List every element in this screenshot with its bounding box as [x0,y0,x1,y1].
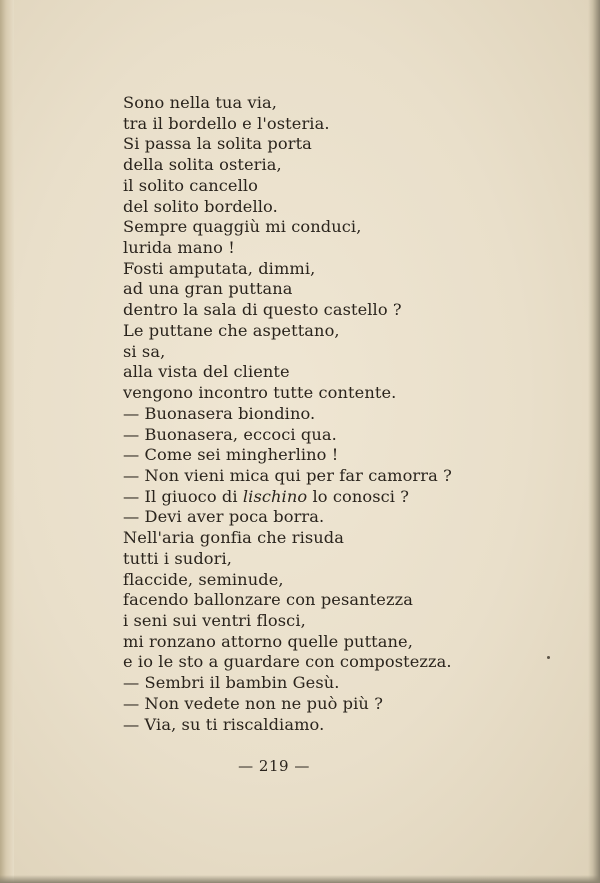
dialogue-line: — Non vieni mica qui per far camorra ? [123,465,452,485]
italic-word: lischino [242,486,308,506]
poem-line: tutti i sudori, [123,548,232,568]
poem-line: Sono nella tua via, [123,93,278,112]
poem-text [123,93,452,735]
poem-line: alla vista del cliente [123,362,290,382]
dialogue-line: — Buonasera biondino. [123,403,316,423]
poem-line: i seni sui ventri flosci, [123,610,306,630]
poem-line: del solito bordello. [123,196,278,216]
poem-line: vengono incontro tutte contente. [123,383,397,403]
dialogue-line: — Come sei mingherlino ! [123,445,339,465]
poem-line: si sa, [123,341,166,361]
binding-gutter [0,0,14,883]
line-text: — Il giuoco di [123,486,243,506]
poem-line: mi ronzano attorno quelle puttane, [123,631,413,651]
poem-line: flaccide, seminude, [123,569,284,589]
poem-line: il solito cancello [123,175,258,195]
dialogue-line-with-italic [123,487,452,508]
poem-line: Si passa la solita porta [123,134,312,154]
dialogue-line: — Sembri il bambin Gesù. [123,673,340,693]
poem-line: lurida mano ! [123,238,235,258]
poem-line: Fosti amputata, dimmi, [123,258,316,278]
poem-line: facendo ballonzare con pesantezza [123,590,413,610]
paper-speck [547,656,550,659]
poem-line: tra il bordello e l'osteria. [123,113,330,133]
dialogue-line: — Via, su ti riscaldiamo. [123,714,325,734]
dialogue-line: — Devi aver poca borra. [123,507,325,527]
poem-line: e io le sto a guardare con compostezza. [123,652,452,672]
poem-line: Le puttane che aspettano, [123,320,340,340]
page-right-edge [588,0,600,883]
dialogue-line: — Buonasera, eccoci qua. [123,424,337,444]
poem-line: ad una gran puttana [123,279,293,299]
line-text: lo conosci ? [307,486,410,506]
page-number: — 219 — [238,757,310,775]
poem-line: Sempre quaggiù mi conduci, [123,217,362,237]
page-bottom-edge [0,875,600,883]
poem-line: Nell'aria gonfia che risuda [123,528,344,548]
dialogue-line: — Non vedete non ne può più ? [123,693,383,713]
poem-line: della solita osteria, [123,155,282,175]
poem-line: dentro la sala di questo castello ? [123,300,402,320]
